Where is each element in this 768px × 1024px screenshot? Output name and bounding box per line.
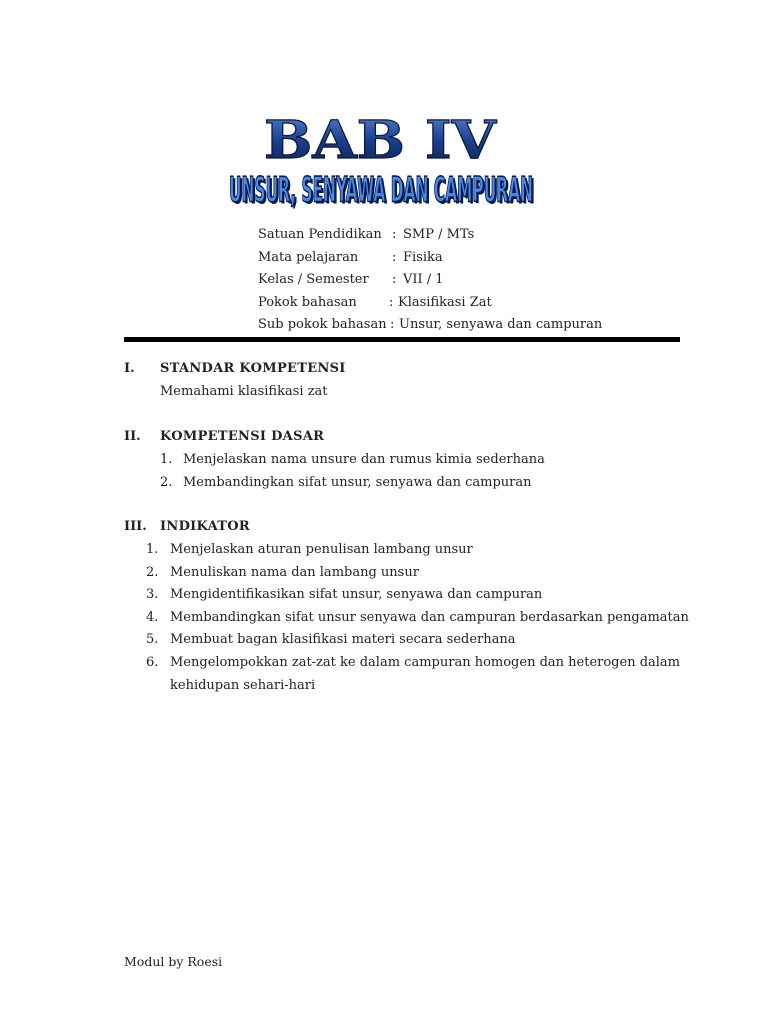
list-item-number: 6. [146, 654, 159, 670]
info-value: VII / 1 [403, 272, 444, 287]
section-text: Memahami klasifikasi zat [160, 384, 328, 399]
info-label: Sub pokok bahasan [258, 317, 387, 332]
page-footer: Modul by Roesi [124, 954, 223, 969]
list-item-text: Menuliskan nama dan lambang unsur [170, 564, 419, 580]
chapter-subtitle-shadow: UNSUR, SENYAWA DAN CAMPURAN [231, 171, 535, 212]
info-value: SMP / MTs [403, 227, 475, 242]
horizontal-rule [124, 337, 680, 342]
list-item-number: 3. [146, 587, 159, 603]
list-item-text: Membuat bagan klasifikasi materi secara sederhana [170, 632, 516, 648]
info-separator: : [392, 272, 397, 287]
info-label: Pokok bahasan [258, 294, 357, 310]
list-item-number: 1. [146, 542, 159, 557]
info-label: Satuan Pendidikan [258, 227, 382, 242]
list-item-text: Menjelaskan nama unsure dan rumus kimia sederhana [183, 452, 545, 467]
list-item-text: Mengidentifikasikan sifat unsur, senyawa dan campuran [170, 587, 543, 603]
list-item-number: 4. [146, 609, 159, 625]
chapter-title-text: BAB IV [264, 110, 498, 168]
list-item-number: 5. [146, 632, 159, 648]
info-label: Kelas / Semester [258, 272, 369, 287]
list-item-number: 2. [160, 474, 173, 490]
info-separator: : [392, 227, 397, 242]
section-title-standar: STANDAR KOMPETENSI [160, 361, 346, 376]
section-number: I. [124, 361, 135, 376]
section-number: III. [124, 519, 147, 534]
list-item-text: Membandingkan sifat unsur senyawa dan campuran berdasarkan pengamatan [170, 609, 689, 625]
section-number: II. [124, 429, 141, 444]
section-title-indikator: INDIKATOR [160, 519, 250, 534]
info-label: Mata pelajaran [258, 249, 359, 265]
list-item-text: Mengelompokkan zat-zat ke dalam campuran homogen dan heterogen dalam [170, 654, 681, 670]
section-title-kompetensi: KOMPETENSI DASAR [160, 429, 325, 444]
info-separator: : [389, 294, 394, 310]
list-item-number: 1. [160, 452, 173, 467]
chapter-subtitle-text: UNSUR, SENYAWA DAN CAMPURAN [228, 169, 533, 210]
info-separator: : [392, 249, 397, 265]
info-separator: : [390, 317, 395, 332]
list-item-text-continued: kehidupan sehari-hari [170, 677, 316, 693]
list-item-text: Membandingkan sifat unsur, senyawa dan campuran [183, 474, 532, 490]
chapter-subtitle [222, 168, 542, 212]
list-item-text: Menjelaskan aturan penulisan lambang unsur [170, 542, 473, 557]
info-value: Unsur, senyawa dan campuran [399, 317, 603, 332]
info-value: Klasifikasi Zat [398, 294, 492, 310]
chapter-title [250, 108, 510, 168]
info-value: Fisika [403, 249, 443, 265]
list-item-number: 2. [146, 564, 159, 580]
